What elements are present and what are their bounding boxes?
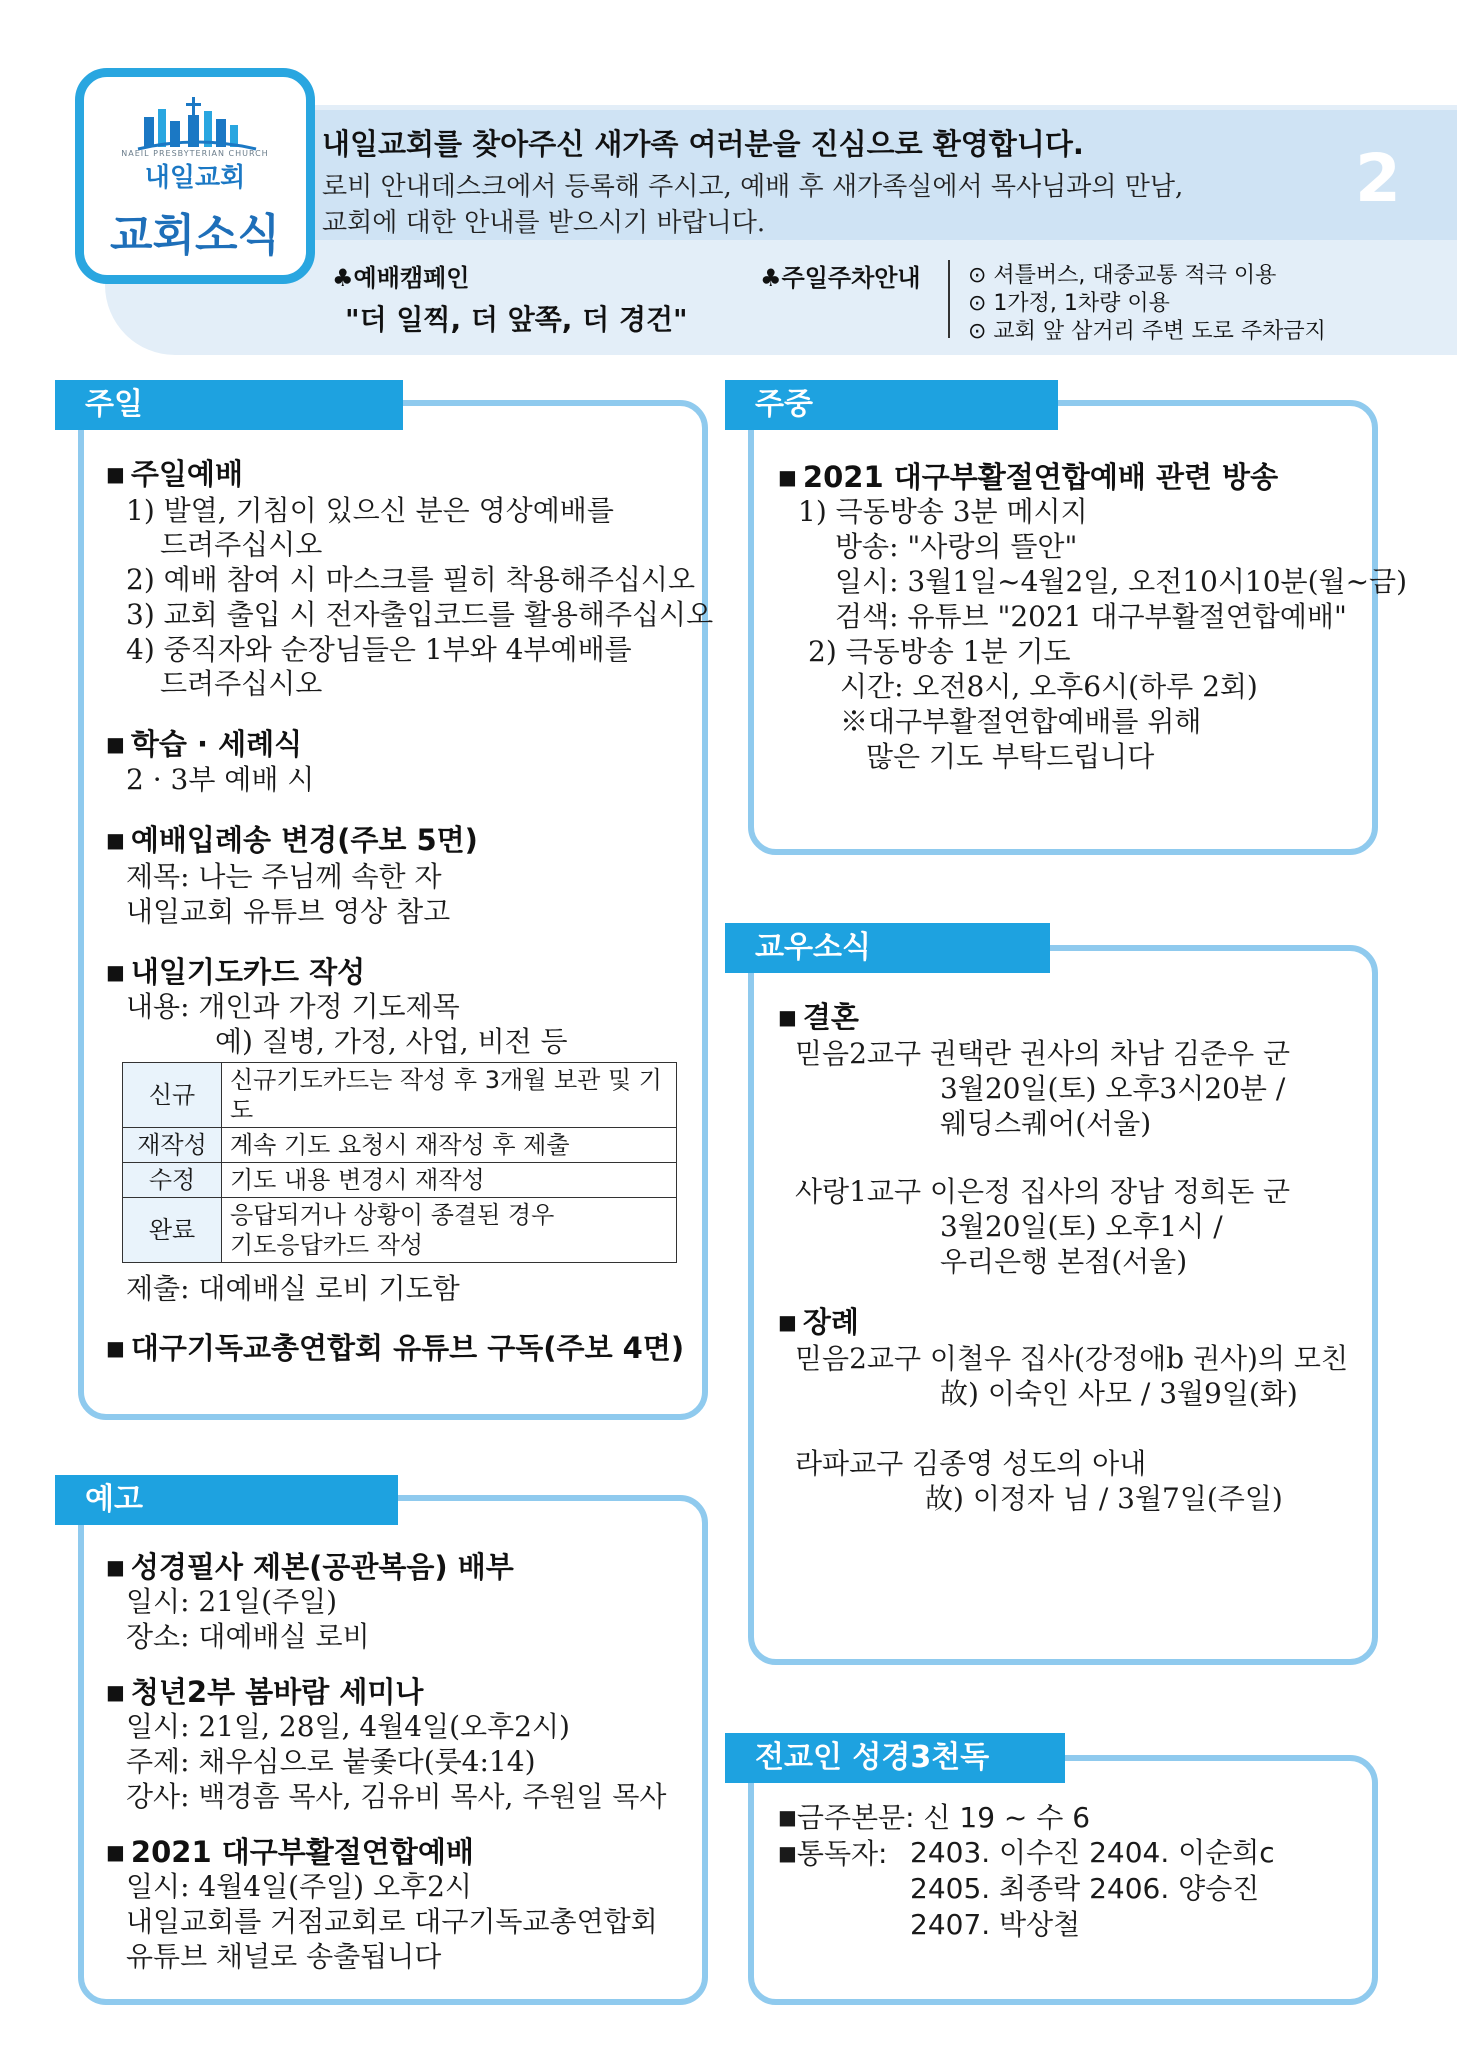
text-line: 일시: 21일, 28일, 4월4일(오후2시) bbox=[126, 1710, 570, 1743]
text-line: 강사: 백경흠 목사, 김유비 목사, 주원일 목사 bbox=[126, 1780, 667, 1813]
parking-label: ♣주일주차안내 bbox=[760, 264, 921, 292]
tab-bible-reading: 전교인 성경3천독 bbox=[725, 1733, 1065, 1783]
tab-notice: 예고 bbox=[55, 1475, 398, 1525]
heading-sunday-worship: ■ 주일예배 bbox=[106, 457, 243, 491]
table-value: 신규기도카드는 작성 후 3개월 보관 및 기도 bbox=[222, 1063, 677, 1128]
text-line: 주제: 채우심으로 붙좇다(룻4:14) bbox=[126, 1745, 536, 1778]
text-line: 믿음2교구 권택란 권사의 차남 김준우 군 bbox=[795, 1037, 1291, 1070]
heading-entrance-song: ■ 예배입례송 변경(주보 5면) bbox=[106, 823, 478, 857]
bullet: ■ bbox=[778, 1841, 797, 1865]
tab-sunday: 주일 bbox=[55, 380, 403, 430]
heading-easter-service: ■ 2021 대구부활절연합예배 bbox=[106, 1835, 474, 1869]
text-line: 우리은행 본점(서울) bbox=[940, 1245, 1188, 1278]
table-row bbox=[123, 1063, 677, 1128]
table-value-line: 응답되거나 상황이 종결된 경우 bbox=[230, 1201, 555, 1229]
heading-youtube-subscribe: ■ 대구기독교총연합회 유튜브 구독(주보 4면) bbox=[106, 1331, 685, 1365]
text-line: 드려주십시오 bbox=[160, 667, 323, 700]
campaign-label: ♣예배캠페인 bbox=[332, 264, 470, 292]
tab-members-news: 교우소식 bbox=[725, 923, 1050, 973]
text-line: 내일교회 유튜브 영상 참고 bbox=[126, 895, 451, 928]
text-line: 라파교구 김종영 성도의 아내 bbox=[795, 1447, 1147, 1480]
table-row bbox=[123, 1128, 677, 1163]
heading-baptism: ■ 학습 · 세례식 bbox=[106, 727, 303, 761]
table-row bbox=[123, 1198, 677, 1263]
reader-line: 2403. 이수진 2404. 이순희c bbox=[910, 1836, 1275, 1869]
heading-bible-copy: ■ 성경필사 제본(공관복음) 배부 bbox=[106, 1550, 514, 1584]
text-line: ※대구부활절연합예배를 위해 bbox=[840, 705, 1202, 738]
heading-wedding: ■ 결혼 bbox=[778, 1000, 859, 1034]
text-line: ■통독자: bbox=[778, 1837, 888, 1870]
text-line: 제목: 나는 주님께 속한 자 bbox=[126, 860, 442, 893]
reader-line: 2407. 박상철 bbox=[910, 1908, 1081, 1941]
church-building-icon bbox=[136, 95, 258, 151]
text-line: 3월20일(토) 오후3시20분 / bbox=[940, 1072, 1286, 1105]
page-number: 2 bbox=[1355, 140, 1401, 217]
text-line: 내용: 개인과 가정 기도제목 bbox=[126, 990, 460, 1023]
heading-youth-seminar: ■ 청년2부 봄바람 세미나 bbox=[106, 1675, 424, 1709]
logo-subtitle: NAEIL PRESBYTERIAN CHURCH bbox=[121, 149, 269, 158]
tab-weekday: 주중 bbox=[725, 380, 1058, 430]
text-line: 장소: 대예배실 로비 bbox=[126, 1620, 370, 1653]
heading-funeral: ■ 장례 bbox=[778, 1305, 859, 1339]
text-line: 시간: 오전8시, 오후6시(하루 2회) bbox=[840, 670, 1258, 703]
text-line: 2) 예배 참여 시 마스크를 필히 착용해주십시오 bbox=[126, 563, 696, 596]
table-key: 수정 bbox=[123, 1163, 222, 1198]
text-line: 일시: 4월4일(주일) 오후2시 bbox=[126, 1870, 472, 1903]
text-line: ■금주본문: 신 19 ~ 수 6 bbox=[778, 1801, 1091, 1834]
church-logo bbox=[75, 68, 315, 284]
text-line: 제출: 대예배실 로비 기도함 bbox=[126, 1272, 460, 1305]
welcome-title: 내일교회를 찾아주신 새가족 여러분을 진심으로 환영합니다. bbox=[322, 127, 1084, 161]
text-line: 웨딩스퀘어(서울) bbox=[940, 1107, 1152, 1140]
text-line: 방송: "사랑의 뜰안" bbox=[835, 530, 1078, 563]
welcome-line: 로비 안내데스크에서 등록해 주시고, 예배 후 새가족실에서 목사님과의 만남, bbox=[322, 172, 1184, 202]
table-value bbox=[222, 1198, 677, 1263]
text-line: 일시: 21일(주일) bbox=[126, 1585, 338, 1618]
text-line: 유튜브 채널로 송출됩니다 bbox=[126, 1940, 442, 1973]
logo-name: 내일교회 bbox=[144, 163, 246, 193]
table-value-line: 기도응답카드 작성 bbox=[230, 1231, 424, 1259]
text-line: 예) 질병, 가정, 사업, 비전 등 bbox=[215, 1025, 568, 1058]
heading-prayer-card: ■ 내일기도카드 작성 bbox=[106, 955, 366, 989]
table-key: 완료 bbox=[123, 1198, 222, 1263]
table-value: 계속 기도 요청시 재작성 후 제출 bbox=[222, 1128, 677, 1163]
parking-item: ⊙ 1가정, 1차량 이용 bbox=[968, 291, 1170, 316]
reader-line: 2405. 최종락 2406. 양승진 bbox=[910, 1872, 1260, 1905]
heading-easter-broadcast: ■ 2021 대구부활절연합예배 관련 방송 bbox=[778, 460, 1279, 494]
text-line: 2) 극동방송 1분 기도 bbox=[808, 635, 1071, 668]
welcome-line: 교회에 대한 안내를 받으시기 바랍니다. bbox=[322, 208, 766, 238]
bullet: ■ bbox=[778, 1805, 797, 1829]
text-line: 많은 기도 부탁드립니다 bbox=[866, 740, 1155, 773]
parking-item: ⊙ 교회 앞 삼거리 주변 도로 주차금지 bbox=[968, 319, 1326, 344]
table-key: 재작성 bbox=[123, 1128, 222, 1163]
text-line: 故) 이정자 님 / 3월7일(주일) bbox=[925, 1482, 1283, 1515]
text-line: 1) 발열, 기침이 있으신 분은 영상예배를 bbox=[126, 494, 614, 527]
table-row bbox=[123, 1163, 677, 1198]
text-line: 3) 교회 출입 시 전자출입코드를 활용해주십시오 bbox=[126, 598, 714, 631]
text-line: 검색: 유튜브 "2021 대구부활절연합예배" bbox=[835, 600, 1347, 633]
text-line: 믿음2교구 이철우 집사(강정애b 권사)의 모친 bbox=[795, 1342, 1349, 1375]
text-line: 故) 이숙인 사모 / 3월9일(화) bbox=[940, 1377, 1298, 1410]
text-line: 내일교회를 거점교회로 대구기독교총연합회 bbox=[126, 1905, 658, 1938]
text-line: 드려주십시오 bbox=[160, 528, 323, 561]
text-line: 4) 중직자와 순장님들은 1부와 4부예배를 bbox=[126, 633, 632, 666]
divider bbox=[948, 260, 950, 338]
text-line: 1) 극동방송 3분 메시지 bbox=[798, 495, 1088, 528]
parking-item: ⊙ 셔틀버스, 대중교통 적극 이용 bbox=[968, 263, 1277, 288]
text-line: 3월20일(토) 오후1시 / bbox=[940, 1210, 1223, 1243]
section-title: 교회소식 bbox=[109, 210, 280, 261]
table-value: 기도 내용 변경시 재작성 bbox=[222, 1163, 677, 1198]
text-line: 2 · 3부 예배 시 bbox=[126, 763, 315, 796]
prayer-card-table bbox=[122, 1062, 677, 1263]
campaign-text: "더 일찍, 더 앞쪽, 더 경건" bbox=[345, 303, 688, 336]
table-key: 신규 bbox=[123, 1063, 222, 1128]
text-line: 사랑1교구 이은정 집사의 장남 정희돈 군 bbox=[795, 1175, 1291, 1208]
text-line: 일시: 3월1일~4월2일, 오전10시10분(월~금) bbox=[835, 565, 1407, 598]
